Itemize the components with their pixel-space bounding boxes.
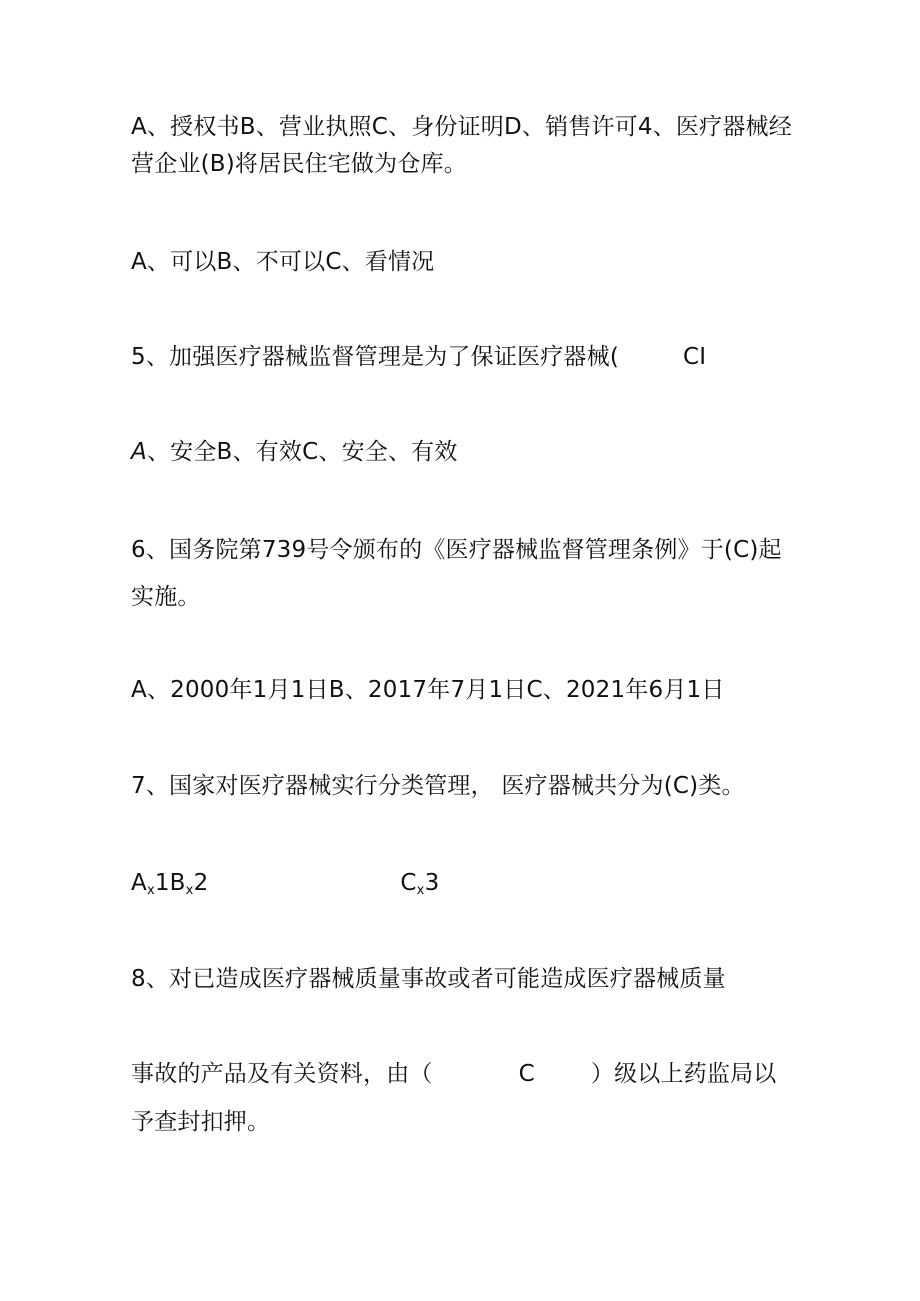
option-c-value: 3 [424,870,440,896]
question-7-options [131,869,439,905]
question-5-text: 5、加强医疗器械监督管理是为了保证医疗器械( [131,344,620,370]
text-line: A、可以B、不可以C、看情况 [131,249,435,275]
text-line: 6、国务院第739号令颁布的《医疗器械监督管理条例》于(C)起 [131,537,782,563]
question-5-line [131,343,706,371]
text-line: 8、对已造成医疗器械质量事故或者可能造成医疗器械质量 [131,966,726,992]
text-line: A、授权书B、营业执照C、身份证明D、销售许可4、医疗器械经 [131,114,792,140]
text-line: 营企业(B)将居民住宅做为仓库。 [131,151,467,177]
option-a-sub: x [146,883,155,898]
option-c: C [400,870,417,896]
question-5-answer: CI [683,344,707,370]
option-b-value: 2 [193,870,209,896]
text-line: 实施。 [131,584,201,610]
question-8-answer: C [518,1061,535,1087]
question-8-text: 事故的产品及有关资料，由（ [131,1061,433,1087]
option-b-sub: x [185,883,194,898]
option-b: 1B [154,870,186,896]
option-c-sub: x [416,883,425,898]
text-line: 予查封扣押。 [131,1109,271,1135]
question-6-options: A、2000年1月1日B、2017年7月1日C、2021年6月1日 [131,677,725,703]
option-letter: A [131,439,147,465]
text-line: 7、国家对医疗器械实行分类管理， 医疗器械共分为(C)类。 [131,773,745,799]
question-8-line [131,1060,776,1088]
question-5-options [131,438,458,466]
option-text: 、安全B、有效C、安全、有效 [146,439,458,465]
question-8-text-end: ）级以上药监局以 [590,1061,777,1087]
option-a: A [131,870,147,896]
